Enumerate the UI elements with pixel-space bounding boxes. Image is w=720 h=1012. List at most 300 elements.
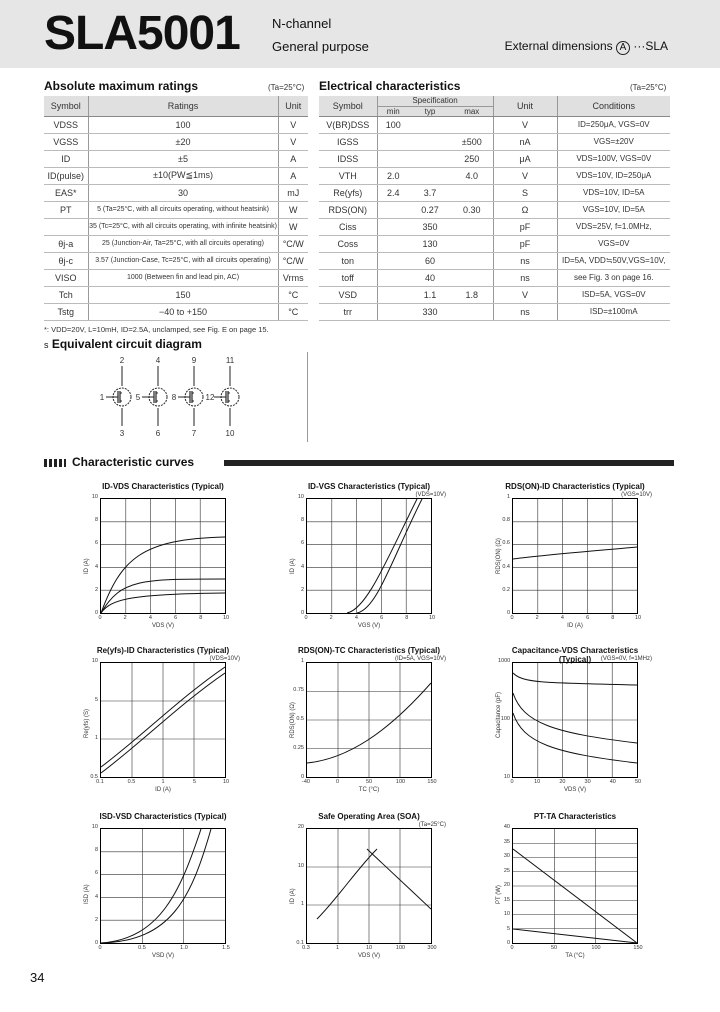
y-tick-label: 10 [503,911,510,917]
elec-typ [409,133,451,150]
abs-rating: ±10(PW≦1ms) [88,167,278,184]
elec-conditions: ID=250μA, VGS=0V [557,116,670,133]
chart-condition: (VDS=10V) [209,656,240,662]
elec-typ: 3.7 [409,184,451,201]
x-tick-label: 6 [174,615,178,621]
characteristic-curve [513,929,637,943]
abs-rating: 3.57 (Junction-Case, Tc=25°C, with all circuits operating) [88,252,278,269]
abs-max-row [44,116,308,133]
y-tick-label: 20 [503,882,510,888]
abs-max-row [44,252,308,269]
elec-max [451,184,493,201]
pin-label-top: 2 [119,356,125,365]
x-tick-label: 0 [98,615,102,621]
elec-row [319,201,670,218]
elec-max: 0.30 [451,201,493,218]
abs-unit: A [278,150,308,167]
elec-symbol: VTH [319,167,377,184]
characteristic-curve [367,849,431,909]
elec-row [319,303,670,320]
chart-plot-area [512,828,638,944]
abs-rating: 100 [88,116,278,133]
characteristic-chart [498,482,652,634]
y-tick-label: 6 [94,870,98,877]
y-axis-label: ID (A) [290,888,296,904]
characteristic-curve [101,829,201,943]
x-tick-label: 1 [335,945,340,951]
characteristic-chart [498,812,652,964]
characteristic-curve [101,829,211,943]
y-tick-label: 0 [300,774,304,780]
x-tick-label: 6 [380,615,384,621]
pin-label-bottom: 7 [191,429,197,438]
elec-min [377,133,409,150]
y-tick-label: 2 [300,586,304,593]
elec-row [319,184,670,201]
elec-header-typ: typ [409,106,451,116]
elec-symbol: IDSS [319,150,377,167]
chart-plot-area [306,498,432,614]
x-tick-label: 50 [550,945,558,951]
y-tick-label: 0 [300,610,304,616]
page-number: 34 [30,970,45,985]
characteristic-curves-title: Characteristic curves [72,455,200,469]
x-tick-label: 4 [354,615,358,621]
y-tick-label: 1 [94,735,98,742]
abs-unit: °C/W [278,252,308,269]
y-tick-label: 10 [91,658,98,664]
y-tick-label: 6 [94,540,98,547]
abs-unit: V [278,133,308,150]
x-tick-label: 10 [365,945,373,951]
chart-svg [101,499,225,613]
abs-rating: 25 (Junction-Air, Ta=25°C, with all circuits operating) [88,235,278,252]
y-axis-label: RDS(ON) (Ω) [496,538,502,574]
abs-symbol: ID [44,150,88,167]
elec-typ: 330 [409,303,451,320]
characteristic-curve [347,499,417,613]
chart-title: RDS(ON)-TC Characteristics (Typical) [297,646,441,655]
x-axis-label: TA (°C) [565,953,585,959]
abs-rating: 150 [88,286,278,303]
elec-row [319,235,670,252]
elec-conditions: VGS=10V, ID=5A [557,201,670,218]
abs-max-row [44,235,308,252]
elec-table [319,96,670,321]
elec-conditions: VDS=25V, f=1.0MHz, [557,218,670,235]
elec-unit: pF [493,218,557,235]
y-tick-label: 1000 [498,658,511,664]
x-axis-label: TC (°C) [358,787,380,793]
elec-min [377,150,409,167]
x-tick-label: 20 [559,779,566,785]
abs-rating: ±5 [88,150,278,167]
chart-plot-area [512,662,638,778]
x-tick-label: 0 [335,779,340,785]
chart-title: PT-TA Characteristics [533,812,617,821]
abs-unit: V [278,116,308,133]
equivalent-circuit-title: s Equivalent circuit diagram [44,337,202,351]
characteristic-curve [101,537,225,613]
pin-label-top: 11 [225,356,235,365]
elec-unit: S [493,184,557,201]
characteristic-curve [513,673,637,685]
elec-min [377,269,409,286]
elec-min: 2.0 [377,167,409,184]
y-axis-label: ISD (A) [84,884,90,904]
x-axis-label: VDS (V) [563,787,586,793]
abs-max-row [44,184,308,201]
x-tick-label: 0 [510,615,514,621]
x-axis-label: ID (A) [567,623,583,629]
x-tick-label: 300 [427,945,437,951]
elec-min [377,252,409,269]
elec-typ [409,116,451,133]
y-tick-label: 0.2 [502,586,510,593]
abs-max-row [44,133,308,150]
x-tick-label: 4 [560,615,564,621]
abs-symbol: Tstg [44,303,88,320]
abs-max-condition: (Ta=25°C) [268,83,305,92]
x-tick-label: 150 [427,779,437,785]
pin-label-gate: 5 [135,393,141,402]
datasheet-header [0,0,720,68]
y-axis-label: RDS(ON) (Ω) [290,702,296,738]
elec-max [451,116,493,133]
y-tick-label: 5 [506,925,510,932]
elec-min: 2.4 [377,184,409,201]
x-tick-label: 2 [123,615,127,621]
chart-svg [101,663,225,777]
elec-conditions: ID=5A, VDD≒50V,VGS=10V, [557,252,670,269]
elec-unit: ns [493,303,557,320]
y-tick-label: 0.1 [296,940,304,946]
y-tick-label: 4 [94,563,98,570]
y-tick-label: 1 [506,494,510,500]
abs-rating: 1000 (Between fin and lead pin, AC) [88,269,278,286]
x-axis-label: VSD (V) [151,953,174,959]
abs-max-row [44,286,308,303]
y-tick-label: 20 [297,824,304,830]
x-tick-label: 2 [535,615,539,621]
elec-min [377,303,409,320]
y-tick-label: 5 [94,696,98,703]
characteristic-chart [292,812,446,964]
elec-typ [409,167,451,184]
y-tick-label: 0.5 [90,774,98,780]
abs-header-ratings: Ratings [88,96,278,116]
elec-symbol: Coss [319,235,377,252]
circuit-svg [44,352,308,442]
chart-plot-area [100,828,226,944]
y-tick-label: 100 [500,716,510,722]
y-tick-label: 2 [94,586,98,593]
elec-typ: 60 [409,252,451,269]
x-axis-label: VGS (V) [357,623,381,629]
characteristic-chart [86,646,240,798]
elec-max: 1.8 [451,286,493,303]
x-tick-label: 40 [609,779,616,785]
elec-symbol: toff [319,269,377,286]
x-tick-label: 100 [591,945,601,951]
x-tick-label: 5 [192,779,197,785]
y-tick-label: 30 [503,853,510,859]
elec-typ: 350 [409,218,451,235]
abs-rating: 30 [88,184,278,201]
elec-symbol: V(BR)DSS [319,116,377,133]
elec-min [377,201,409,218]
chart-plot-area [306,828,432,944]
y-tick-label: 2 [94,916,98,923]
x-tick-label: 10 [222,615,230,621]
x-tick-label: 10 [634,615,642,621]
abs-unit: °C [278,303,308,320]
chart-condition: (VGS=10V) [621,492,652,498]
pin-label-top: 4 [155,356,161,365]
chart-svg [101,829,225,943]
y-axis-label: ID (A) [290,558,296,574]
chart-title: ISD-VSD Characteristics (Typical) [99,812,227,821]
chart-condition: (ID=5A, VGS=10V) [394,656,446,662]
y-tick-label: 4 [94,893,98,900]
x-tick-label: 50 [634,779,642,785]
abs-symbol: PT [44,201,88,218]
elec-conditions: see Fig. 3 on page 16. [557,269,670,286]
abs-max-row [44,201,308,218]
y-tick-label: 0.4 [502,563,510,570]
chart-title: Capacitance-VDS Characteristics (Typical) [511,646,639,664]
y-tick-label: 40 [503,824,510,830]
abs-max-note: *: VDD=20V, L=10mH, ID=2.5A, unclamped, see Fig. E on page 15. [44,325,269,334]
channel-type: N-channel [272,16,332,31]
elec-symbol: ton [319,252,377,269]
characteristic-chart [498,646,652,798]
elec-typ: 0.27 [409,201,451,218]
x-tick-label: 1.5 [222,945,230,951]
elec-max [451,218,493,235]
y-tick-label: 10 [91,824,98,830]
elec-conditions: VDS=10V, ID=250μA [557,167,670,184]
chart-plot-area [306,662,432,778]
y-tick-label: 8 [94,517,98,524]
abs-unit: A [278,167,308,184]
elec-unit: V [493,116,557,133]
x-tick-label: 6 [586,615,590,621]
x-tick-label: 100 [395,779,406,785]
abs-max-row [44,167,308,184]
chart-condition: (VGS=0V, f=1MHz) [600,656,652,662]
part-number: SLA5001 [44,7,240,60]
y-tick-label: 10 [297,862,304,869]
pin-label-gate: 8 [171,393,177,402]
chart-plot-area [512,498,638,614]
y-tick-label: 1 [300,901,304,908]
elec-conditions: VGS=±20V [557,133,670,150]
elec-header-conditions: Conditions [557,96,670,116]
chart-title: Re(yfs)-ID Characteristics (Typical) [96,646,230,655]
abs-rating: 35 (Tc=25°C, with all circuits operating, with infinite heatsink) [88,218,278,235]
y-tick-label: 0.75 [293,687,304,693]
y-tick-label: 10 [91,494,98,500]
chart-svg [513,499,637,613]
elec-typ: 130 [409,235,451,252]
characteristic-chart [86,482,240,634]
x-tick-label: 1 [161,779,165,785]
abs-symbol: ID(pulse) [44,167,88,184]
x-tick-label: 0.5 [127,779,136,785]
abs-symbol: VISO [44,269,88,286]
y-tick-label: 4 [300,563,304,570]
x-tick-label: 50 [365,779,373,785]
abs-symbol: VGSS [44,133,88,150]
elec-header-symbol: Symbol [319,96,377,116]
elec-typ: 1.1 [409,286,451,303]
chart-plot-area [100,662,226,778]
x-tick-label: 8 [405,615,409,621]
elec-condition: (Ta=25°C) [630,83,667,92]
x-tick-label: 2 [329,615,333,621]
chart-svg [307,499,431,613]
elec-symbol: RDS(ON) [319,201,377,218]
elec-title: Electrical characteristics [319,79,461,93]
elec-header-unit: Unit [493,96,557,116]
elec-symbol: Ciss [319,218,377,235]
elec-row [319,133,670,150]
y-tick-label: 0 [506,940,510,946]
elec-unit: ns [493,269,557,286]
abs-max-title: Absolute maximum ratings [44,79,199,93]
y-tick-label: 1 [300,658,304,664]
x-tick-label: 0 [304,615,308,621]
x-tick-label: -40 [302,779,310,785]
characteristic-curve [513,693,637,743]
x-tick-label: 10 [534,779,541,785]
elec-symbol: Re(yfs) [319,184,377,201]
y-tick-label: 0.5 [296,716,304,722]
elec-typ: 40 [409,269,451,286]
y-tick-label: 10 [503,774,510,780]
chart-title: ID-VDS Characteristics (Typical) [102,482,224,491]
x-tick-label: 1.0 [180,945,188,951]
elec-row [319,167,670,184]
elec-header-spec: Specification [377,96,493,106]
x-tick-label: 0.5 [138,945,146,951]
section-stripe [44,459,66,467]
y-tick-label: 15 [503,896,510,903]
y-axis-label: ID (A) [84,558,90,574]
y-tick-label: 0.6 [502,540,510,547]
abs-unit: W [278,201,308,218]
abs-symbol: θj-a [44,235,88,252]
y-tick-label: 0 [506,610,510,616]
abs-symbol: VDSS [44,116,88,133]
elec-conditions: ISD=5A, VGS=0V [557,286,670,303]
x-tick-label: 10 [428,615,436,621]
chart-condition: (Ta=25°C) [418,822,446,828]
pin-label-gate: 12 [205,393,215,402]
elec-unit: pF [493,235,557,252]
characteristic-curve [101,579,225,613]
characteristic-curve [513,547,637,559]
x-tick-label: 0 [510,779,514,785]
elec-conditions: VDS=100V, VGS=0V [557,150,670,167]
abs-rating: −40 to +150 [88,303,278,320]
characteristic-curve [317,849,377,919]
chart-svg [513,663,637,777]
abs-unit: °C/W [278,235,308,252]
abs-unit: mJ [278,184,308,201]
pin-label-bottom: 3 [119,429,125,438]
y-axis-label: PT (W) [496,885,502,904]
x-tick-label: 10 [222,779,230,785]
y-axis-label: Capacitance (pF) [496,691,502,738]
elec-symbol: trr [319,303,377,320]
elec-unit: ns [493,252,557,269]
chart-title: Safe Operating Area (SOA) [318,812,420,821]
chart-svg [307,663,431,777]
pin-label-top: 9 [191,356,197,365]
elec-row [319,269,670,286]
characteristic-curves-header [44,457,674,469]
abs-unit: W [278,218,308,235]
elec-max: 250 [451,150,493,167]
elec-max: 4.0 [451,167,493,184]
abs-symbol [44,218,88,235]
x-tick-label: 30 [584,779,591,785]
elec-max [451,303,493,320]
elec-row [319,286,670,303]
y-tick-label: 0.8 [502,517,510,524]
elec-header-min: min [377,106,409,116]
abs-max-row [44,303,308,320]
chart-title: RDS(ON)-ID Characteristics (Typical) [505,482,645,491]
elec-max [451,252,493,269]
x-tick-label: 8 [611,615,615,621]
abs-max-table [44,96,308,321]
x-tick-label: 0 [510,945,514,951]
abs-unit: Vrms [278,269,308,286]
chart-svg [307,829,431,943]
x-tick-label: 100 [395,945,406,951]
elec-symbol: IGSS [319,133,377,150]
section-rule [224,460,674,466]
y-tick-label: 10 [297,494,304,500]
elec-max [451,269,493,286]
abs-symbol: θj-c [44,252,88,269]
x-tick-label: 0.1 [96,779,104,785]
abs-rating: 5 (Ta=25°C, with all circuits operating, without heatsink) [88,201,278,218]
abs-symbol: Tch [44,286,88,303]
y-tick-label: 0 [94,610,98,616]
elec-conditions: VDS=10V, ID=5A [557,184,670,201]
elec-header-max: max [451,106,493,116]
chart-title: ID-VGS Characteristics (Typical) [307,482,431,491]
elec-unit: μA [493,150,557,167]
characteristic-chart [292,646,446,798]
abs-max-row [44,269,308,286]
elec-max: ±500 [451,133,493,150]
abs-rating: ±20 [88,133,278,150]
characteristic-curve [101,593,225,613]
abs-header-unit: Unit [278,96,308,116]
elec-conditions: VGS=0V [557,235,670,252]
chart-condition: (VDS=10V) [415,492,446,498]
characteristic-chart [86,812,240,964]
x-tick-label: 8 [199,615,203,621]
x-axis-label: VDS (V) [357,953,380,959]
x-tick-label: 0.3 [302,945,310,951]
elec-row [319,218,670,235]
